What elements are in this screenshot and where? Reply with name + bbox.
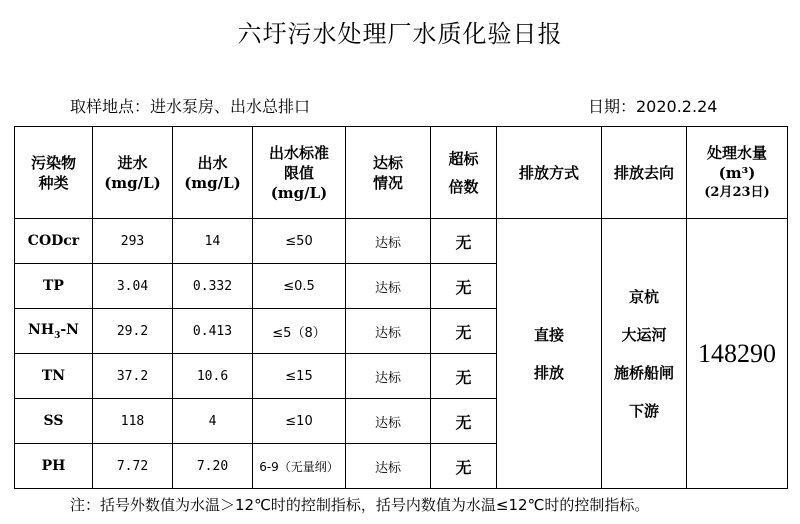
effluent-value: 10.6 xyxy=(173,354,253,399)
influent-value: 7.72 xyxy=(93,444,173,489)
treated-volume: 148290 xyxy=(687,219,788,489)
header-status: 达标 情况 xyxy=(346,127,431,219)
limit-value: ≤15 xyxy=(253,354,346,399)
water-quality-table xyxy=(14,126,788,489)
header-pollutant: 污染物 种类 xyxy=(15,127,93,219)
status-value: 达标 xyxy=(346,309,431,354)
header-volume: 处理水量 (m³) (2月23日) xyxy=(687,127,788,219)
exceed-value: 无 xyxy=(431,219,497,264)
effluent-value: 14 xyxy=(173,219,253,264)
pollutant-name: $NH_3-N$ xyxy=(15,309,93,354)
header-influent: 进水 (mg/L) xyxy=(93,127,173,219)
header-effluent: 出水 (mg/L) xyxy=(173,127,253,219)
status-value: 达标 xyxy=(346,219,431,264)
influent-value: 293 xyxy=(93,219,173,264)
influent-value: 29.2 xyxy=(93,309,173,354)
discharge-destination: 京杭 大运河 施桥船闸 下游 xyxy=(602,219,687,489)
limit-value: 6-9（无量纲） xyxy=(253,444,346,489)
status-value: 达标 xyxy=(346,399,431,444)
effluent-value: 7.20 xyxy=(173,444,253,489)
pollutant-name: CODcr xyxy=(15,219,93,264)
limit-value: ≤5（8） xyxy=(253,309,346,354)
pollutant-name: SS xyxy=(15,399,93,444)
effluent-value: 4 xyxy=(173,399,253,444)
status-value: 达标 xyxy=(346,264,431,309)
footnote: 注：括号外数值为水温＞12℃时的控制指标，括号内数值为水温≤12℃时的控制指标。 xyxy=(70,496,650,514)
pollutant-name: PH xyxy=(15,444,93,489)
influent-value: 118 xyxy=(93,399,173,444)
report-title: 六圩污水处理厂水质化验日报 xyxy=(237,20,563,48)
influent-value: 3.04 xyxy=(93,264,173,309)
exceed-value: 无 xyxy=(431,444,497,489)
report-date: 日期：2020.2.24 xyxy=(588,97,718,116)
limit-value: ≤10 xyxy=(253,399,346,444)
status-value: 达标 xyxy=(346,354,431,399)
header-destination: 排放去向 xyxy=(602,127,687,219)
pollutant-name: TP xyxy=(15,264,93,309)
exceed-value: 无 xyxy=(431,264,497,309)
exceed-value: 无 xyxy=(431,309,497,354)
pollutant-name: TN xyxy=(15,354,93,399)
effluent-value: 0.332 xyxy=(173,264,253,309)
effluent-value: 0.413 xyxy=(173,309,253,354)
exceed-value: 无 xyxy=(431,399,497,444)
header-exceed: 超标 倍数 xyxy=(431,127,497,219)
discharge-method: 直接 排放 xyxy=(497,219,602,489)
header-limit: 出水标准 限值 (mg/L) xyxy=(253,127,346,219)
table-row xyxy=(15,219,788,264)
influent-value: 37.2 xyxy=(93,354,173,399)
limit-value: ≤0.5 xyxy=(253,264,346,309)
header-method: 排放方式 xyxy=(497,127,602,219)
limit-value: ≤50 xyxy=(253,219,346,264)
status-value: 达标 xyxy=(346,444,431,489)
sampling-location: 取样地点：进水泵房、出水总排口 xyxy=(70,97,311,116)
header-row xyxy=(15,127,788,219)
exceed-value: 无 xyxy=(431,354,497,399)
